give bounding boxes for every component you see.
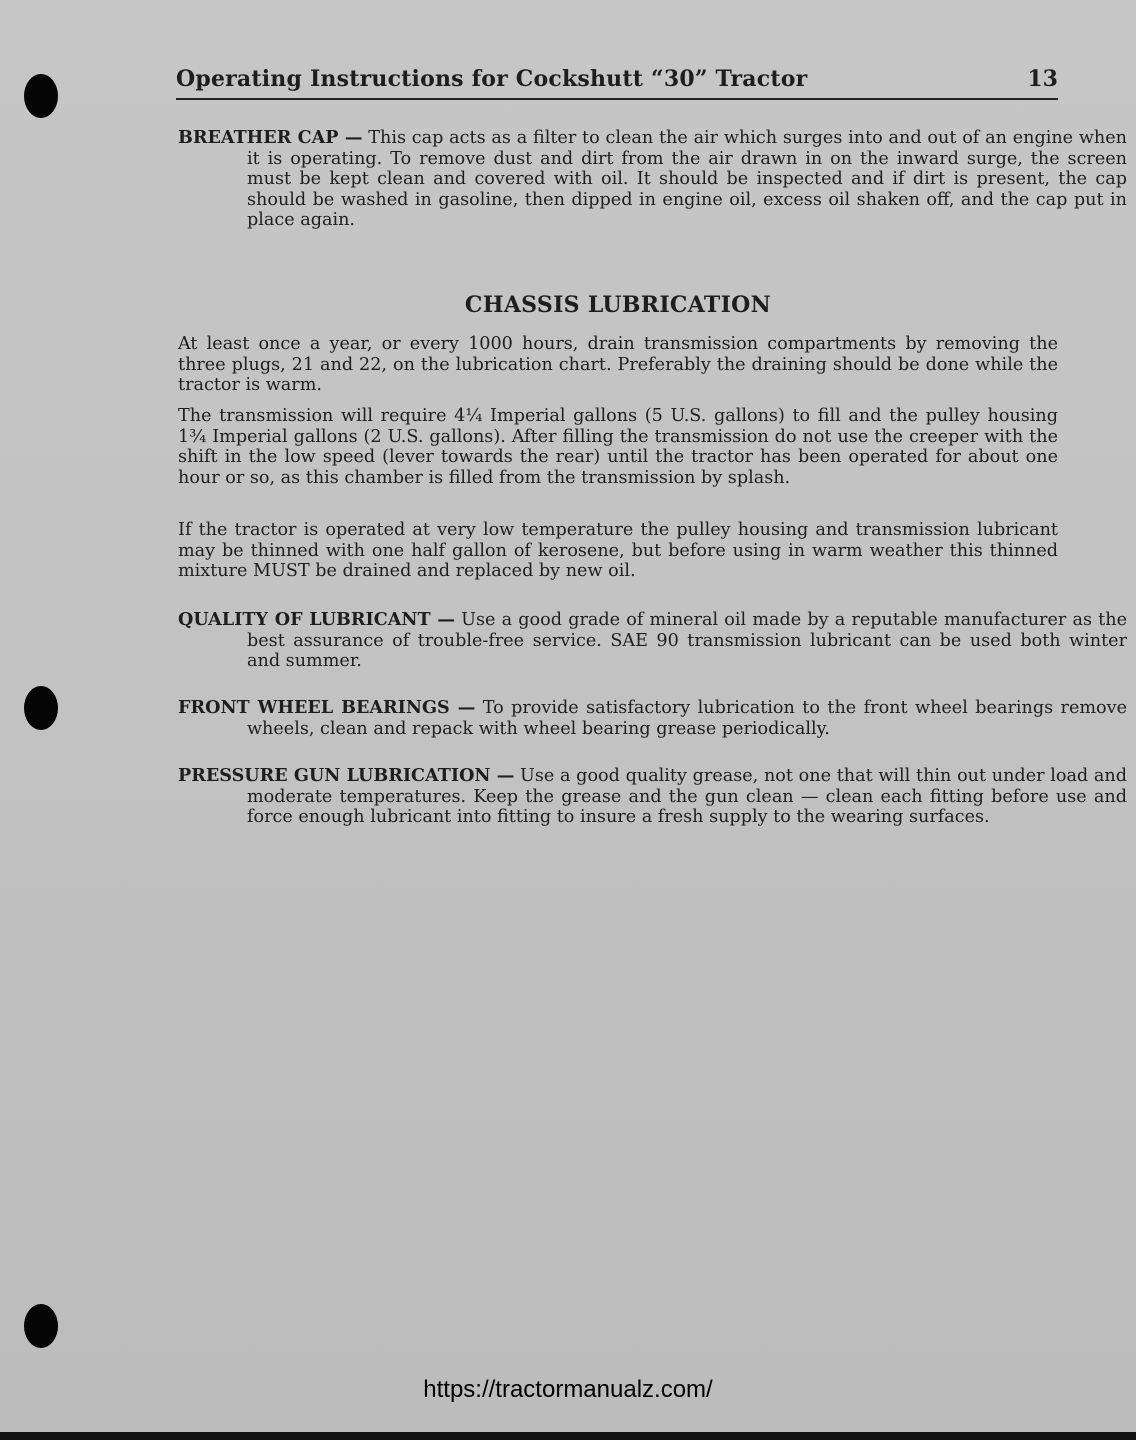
source-url-link[interactable]: https://tractormanualz.com/ — [423, 1376, 713, 1403]
chassis-paragraph-1: At least once a year, or every 1000 hours, drain transmission compartments by removing the three plugs, 21 and 22, on the lubrication chart. Preferably the draining should be done while the tractor is warm. — [178, 334, 1058, 395]
breather-cap-term: BREATHER CAP — — [178, 127, 363, 148]
binder-hole — [24, 686, 58, 730]
quality-of-lubricant-text: Use a good grade of mineral oil made by a reputable manufacturer as the best assurance of trouble-free service. SAE 90 transmission lubricant can be used both winter and summer. — [247, 610, 1127, 671]
front-wheel-bearings-text: To provide satisfactory lubrication to the front wheel bearings remove wheels, clean and repack with wheel bearing grease periodically. — [247, 698, 1127, 739]
quality-of-lubricant-term: QUALITY OF LUBRICANT — — [178, 609, 455, 630]
pressure-gun-lubrication-term: PRESSURE GUN LUBRICATION — — [178, 765, 515, 786]
front-wheel-bearings-section — [178, 698, 1127, 739]
binder-hole — [24, 74, 58, 118]
chassis-lubrication-heading: CHASSIS LUBRICATION — [464, 292, 772, 318]
page-number: 13 — [1027, 66, 1058, 92]
pressure-gun-lubrication-text: Use a good quality grease, not one that will thin out under load and moderate temperatures. Keep the grease and the gun clean — clean each fitting before use and force enough lubricant into fitting to insure a fresh supply to the wearing surfaces. — [247, 766, 1127, 827]
pressure-gun-lubrication-section — [178, 766, 1127, 828]
chassis-paragraph-2: The transmission will require 4¼ Imperial gallons (5 U.S. gallons) to fill and the pulley housing 1¾ Imperial gallons (2 U.S. gallons). After filling the transmission do not use the creeper with the shift in the low speed (lever towards the rear) until the tractor has been operated for about one hour or so, as this chamber is filled from the transmission by splash. — [178, 406, 1058, 488]
breather-cap-text: This cap acts as a filter to clean the air which surges into and out of an engine when it is operating. To remove dust and dirt from the air drawn in on the inward surge, the screen must be kept clean and covered with oil. It should be inspected and if dirt is present, the cap should be washed in gasoline, then dipped in engine oil, excess oil shaken off, and the cap put in place again. — [247, 128, 1127, 230]
quality-of-lubricant-section — [178, 610, 1127, 672]
breather-cap-section — [178, 128, 1127, 231]
binder-hole — [24, 1304, 58, 1348]
page-header — [176, 64, 1058, 100]
chassis-paragraph-3: If the tractor is operated at very low temperature the pulley housing and transmission lubricant may be thinned with one half gallon of kerosene, but before using in warm weather this thinned mixture MUST be drained and replaced by new oil. — [178, 520, 1058, 581]
scan-bottom-edge — [0, 1432, 1136, 1440]
header-title: Operating Instructions for Cockshutt “30” Tractor — [176, 66, 808, 92]
front-wheel-bearings-term: FRONT WHEEL BEARINGS — — [178, 697, 476, 718]
